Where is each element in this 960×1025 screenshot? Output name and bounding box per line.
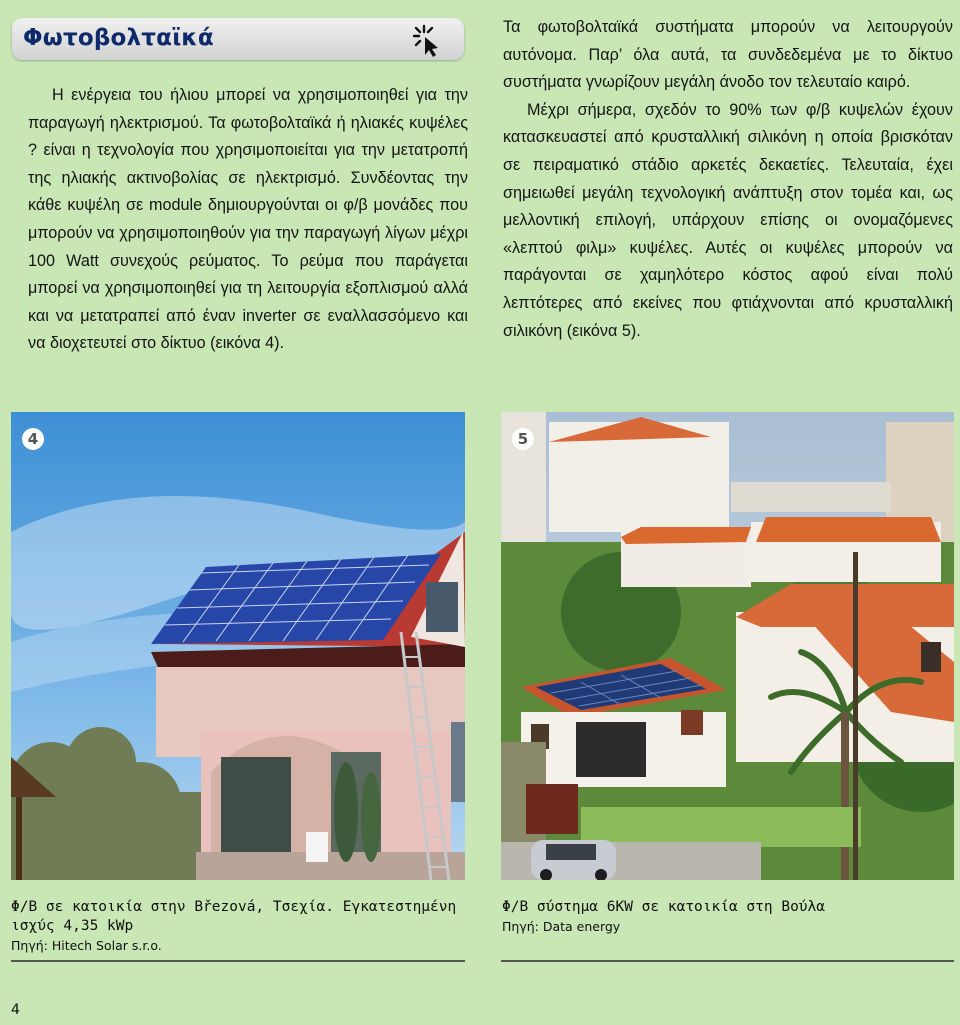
figure-4-photo bbox=[11, 412, 465, 880]
sun-cursor-icon bbox=[410, 23, 446, 59]
figure-5-photo bbox=[501, 412, 954, 880]
figure-5-caption bbox=[502, 898, 954, 936]
paragraph-silicon: Μέχρι σήμερα, σχεδόν το 90% των φ/β κυψελών έχουν κατασκευαστεί από κρυσταλλική σιλικόνη η οποία βρισκόταν σε πειραματικό στάδιο αρκετές δεκαετίες. Τελευταία, έχει σημειωθεί μεγάλη τεχνολογική ανάπτυξη στον τομέα και, ως μελλοντική επιλογή, υπάρχουν επίσης οι ονομαζόμενες «λεπτού φιλμ» κυψέλες. Αυτές οι κυψέλες μπορούν να παράγονται σε χαμηλότερο κόστος αφού είναι πολύ λεπτότερες από εκείνες που φτιάχνονται από κρυσταλλική σιλικόνη (εικόνα 5). bbox=[503, 100, 953, 340]
figure-4-caption-text: Φ/Β σε κατοικία στην Březová, Τσεχία. Εγκατεστημένη ισχύς 4,35 kWp bbox=[11, 899, 457, 934]
page-title: Φωτοβολταϊκά bbox=[23, 25, 214, 51]
figure-4-source: Πηγή: Hitech Solar s.r.o. bbox=[11, 938, 162, 953]
right-column-text bbox=[503, 14, 953, 345]
intro-paragraph: Η ενέργεια του ήλιου μπορεί να χρησιμοποιηθεί για την παραγωγή ηλεκτρισμού. Τα φωτοβολταϊκά ή ηλιακές κυψέλες ? είναι η τεχνολογία που χρησιμοποιείται για την μετατροπή της ηλιακής ακτινοβολίας σε ηλεκτρισμό. Συνδέοντας την κάθε κυψέλη σε module δημιουργούνται οι φ/β μονάδες που μπορούν να χρησιμοποιηθούν για την παραγωγή λίγων μέχρι 100 Watt συνεχούς ρεύματος. Το ρεύμα που παράγεται μπορεί να χρησιμοποιηθεί για τη λειτουργία εξοπλισμού αλλά και να μετατραπεί από έναν inverter σε εναλλασσόμενο και να διοχετευτεί στο δίκτυο (εικόνα 4). bbox=[28, 86, 468, 353]
left-column-text bbox=[28, 82, 468, 358]
paragraph-autonomous: Τα φωτοβολταϊκά συστήματα μπορούν να λειτουργούν αυτόνομα. Παρ’ όλα αυτά, τα συνδεδεμένα με το δίκτυο συστήματα γνωρίζουν μεγάλη άνοδο τον τελευταίο καιρό. bbox=[503, 18, 953, 92]
caption-divider-right bbox=[501, 960, 954, 962]
figure-4-number: 4 bbox=[22, 428, 44, 450]
figure-5-number: 5 bbox=[512, 428, 534, 450]
page-number: 4 bbox=[11, 1002, 20, 1018]
figure-4-caption bbox=[11, 898, 465, 955]
figure-5-source: Πηγή: Data energy bbox=[502, 919, 621, 934]
title-bar bbox=[12, 18, 464, 60]
caption-divider-left bbox=[11, 960, 465, 962]
figure-5-caption-text: Φ/Β σύστημα 6KW σε κατοικία στη Βούλα bbox=[502, 899, 826, 915]
